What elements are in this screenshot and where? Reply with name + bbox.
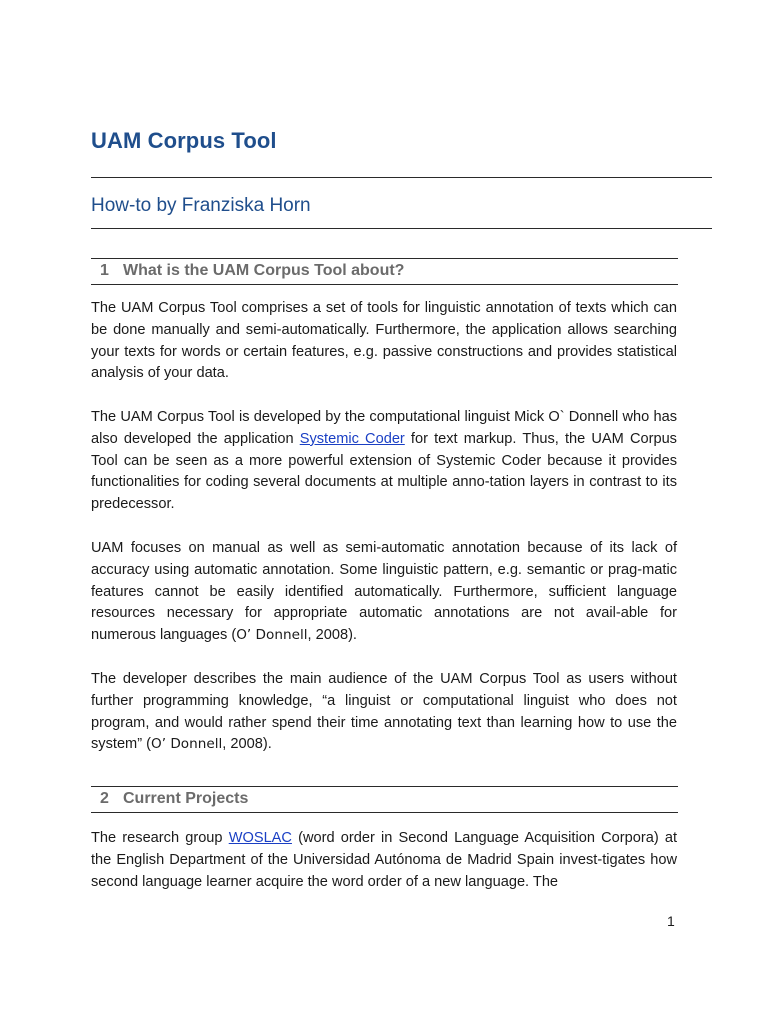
section-heading-1 xyxy=(91,258,678,285)
section-title: Current Projects xyxy=(123,790,249,807)
citation-author: O’ Donnell xyxy=(151,736,223,753)
title-divider xyxy=(91,177,712,178)
paragraph-text: The developer describes the main audience of the UAM Corpus Tool as users without further programming knowledge xyxy=(91,671,677,709)
section-heading-2 xyxy=(91,786,678,813)
paragraph-text: for text markup. Thus, the UAM Corpus Tool can be seen as a more powerful extension of Systemic Coder because it provides functionalities for coding several documents at multiple anno-tation layers in contrast to its predecessor. xyxy=(91,430,677,513)
paragraph-developer xyxy=(91,407,677,516)
section-title: What is the UAM Corpus Tool about? xyxy=(123,262,405,279)
section-number: 2 xyxy=(100,790,109,807)
paragraph-text: (word order in Second Language Acquisition Corpora) at the English Department of the Universidad Autónoma de Madrid Spain invest-tigates how second language learner acquire the word order of a new language. The xyxy=(91,830,677,890)
paragraph-text: , 2008). xyxy=(222,736,272,753)
paragraph-text: , 2008). xyxy=(307,627,357,644)
quotation: , “a linguist or computational linguist who does not program, and would rather spend their time annotating text than learning how to use the system” ( xyxy=(91,692,677,753)
page-number: 1 xyxy=(667,913,675,929)
subtitle-divider xyxy=(91,228,712,229)
section-number: 1 xyxy=(100,262,109,279)
paragraph-audience xyxy=(91,669,677,756)
document-subtitle: How-to by Franziska Horn xyxy=(91,195,311,216)
woslac-link[interactable]: WOSLAC xyxy=(228,830,292,846)
paragraph-text: UAM focuses on manual as well as semi-automatic annotation because of its lack of accuracy using automatic annotation. Some linguistic pattern, e.g. semantic or prag-matic features cannot be easily identified automatically. Furthermore, sufficient language resources necessary for appropriate automatic annotations are not avail-able for numerous languages ( xyxy=(91,540,677,644)
document-title: UAM Corpus Tool xyxy=(91,128,277,153)
paragraph-text: The UAM Corpus Tool is developed by the computational linguist Mick O` Donnell who has also developed the application xyxy=(91,409,677,447)
systemic-coder-link[interactable]: Systemic Coder xyxy=(299,430,405,447)
paragraph-projects xyxy=(91,828,677,893)
paragraph-intro xyxy=(91,298,677,385)
citation-author: O’ Donnell xyxy=(236,627,308,644)
paragraph-text: The UAM Corpus Tool comprises a set of tools for linguistic annotation of texts which can be done manually and semi-automatically. Furthermore, the application allows searching your texts for words or certain features, e.g. passive constructions and provides statistical analysis of your data. xyxy=(91,300,677,382)
paragraph-text: The research group xyxy=(91,830,229,846)
paragraph-annotation xyxy=(91,538,677,647)
